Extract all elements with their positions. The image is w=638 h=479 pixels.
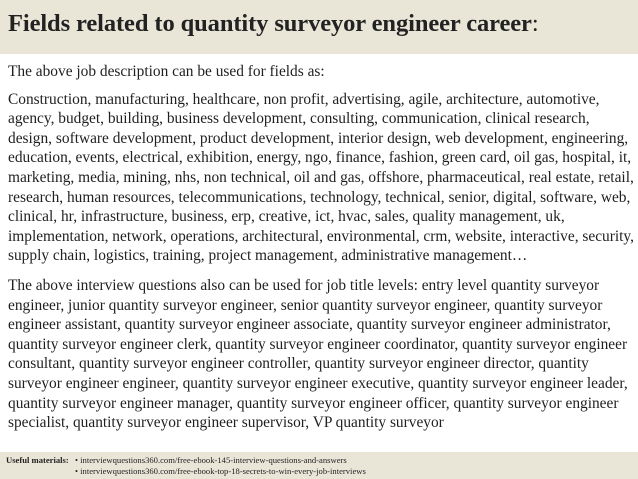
title-bar [0,0,638,54]
footer-bar [0,452,638,479]
footer-label: Useful materials: [6,455,69,465]
slide-title-text: Fields related to quantity surveyor engineer career [8,10,532,37]
footer-link-ebook-18-secrets[interactable]: • interviewquestions360.com/free-ebook-top-18-secrets-to-win-every-job-interviews [75,465,366,476]
slide-title-colon: : [531,10,539,37]
slide-body [8,62,634,443]
slide-title [8,10,539,38]
intro-text: The above job description can be used for fields as: [8,63,325,80]
job-levels-paragraph: The above interview questions also can be used for job title levels: entry level quantity surveyor engineer, junior quantity surveyor engineer, senior quantity surveyor engineer, quantity surveyor engineer assistant, quantity surveyor engineer associate, quantity surveyor engineer administrator, quantity surveyor engineer clerk, quantity surveyor engineer coordinator, quantity surveyor engineer consultant, quantity surveyor engineer controller, quantity surveyor engineer director, quantity surveyor engineer engineer, quantity surveyor engineer executive, quantity surveyor engineer leader, quantity surveyor engineer manager, quantity surveyor engineer officer, quantity surveyor engineer specialist, quantity surveyor engineer supervisor, VP quantity surveyor [8,276,628,432]
footer-links [75,455,366,476]
fields-paragraph: Construction, manufacturing, healthcare, non profit, advertising, agile, architecture, automotive, agency, budget, building, business development, consulting, communication, clinical research, design, software development, product development, interior design, web development, engineering, education, events, electrical, exhibition, energy, ngo, finance, fashion, green card, oil gas, hospital, it, marketing, media, mining, nhs, non technical, oil and gas, offshore, pharmaceutical, real estate, retail, research, human resources, telecommunications, technology, technical, senior, digital, software, web, clinical, hr, infrastructure, business, erp, creative, ict, hvac, sales, quality management, uk, implementation, network, operations, architectural, environmental, crm, website, interactive, security, supply chain, logistics, training, project management, administrative management… [8,90,634,265]
footer-link-ebook-145[interactable]: • interviewquestions360.com/free-ebook-145-interview-questions-and-answers [75,455,347,465]
